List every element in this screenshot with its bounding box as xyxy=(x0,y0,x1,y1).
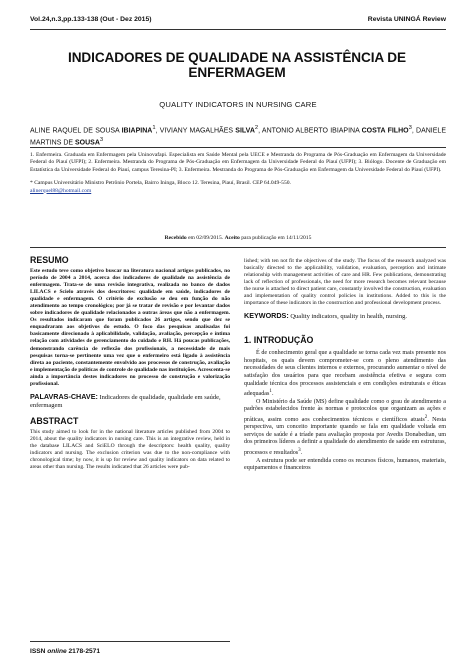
issn-label: ISSN xyxy=(30,648,48,655)
email-link[interactable]: alinerquel88@hotmail.com xyxy=(30,187,92,194)
left-column xyxy=(30,255,230,471)
resumo-heading: RESUMO xyxy=(30,255,69,265)
intro-p2-mid: . Nesta perspectiva, um conceito importante quando se fala em qualidade voltada em serviços de saúde é a tríade para avaliação proposta por Avedis Donabedian, um dos primeiros líderes a definir a qualidade do atendimento de saúde em estruturas, processos e resultados xyxy=(244,416,446,456)
abstract-heading: ABSTRACT xyxy=(30,415,79,426)
intro-p2-text: O Ministério da Saúde (MS) define qualidade como o grau de atendimento a padrões estabelecidos frente às normas e protocolos que organizam as ações e práticas, assim como aos conhecimentos técnicos e científicos atuais xyxy=(244,398,446,423)
keywords xyxy=(244,312,446,321)
author-4-sup: 3 xyxy=(99,136,104,143)
volume-info: Vol.24,n.3,pp.133-138 (Out - Dez 2015) xyxy=(30,16,152,23)
resumo-text: Este estudo teve como objetivo buscar na literatura nacional artigos publicados, no período de 2004 a 2014, acerca dos indicadores de qualidade na assistência de enfermagem. Trata-se de uma revisão integrativa, realizada no banco de dados LILACS e Scielo através dos descritores: qualidade em saúde, indicadores de qualidade e enfermagem. O critério de exclusão se deu em função do não atendimento ao tempo cronológico; por já se tratar de revisão e por levantar dados sobre indicadores de qualidade relacionados a outras áreas que não a enfermagem. Os resultados indicaram que foram publicados 26 artigos, sendo que dez se enquadraram aos objetivos do estudo. O foco das pesquisas analisadas foi basicamente direcionado à aplicabilidade, validação, avaliação, percepção e íntima relação com atividades de gerenciamento do cuidado e RH. Há poucas publicações, demonstrando carência de reflexão dos profissionais, a necessidade de mais pesquisas torna-se pertinente uma vez que o enfermeiro está ligado à assistência direta ao paciente, constantemente envolvido aos processos de construção, avaliação e implementação de políticas de controle de qualidade nas instituições. Acrescenta-se ainda a importância destes indicadores no processo de construção e valorização profissional. xyxy=(30,268,230,387)
title-line-2: ENFERMAGEM xyxy=(188,65,286,80)
article-title xyxy=(24,50,450,80)
keywords-label: KEYWORDS: xyxy=(244,311,289,321)
intro-paragraph-1 xyxy=(244,350,446,398)
issn-online: online xyxy=(47,648,67,655)
issn-footer xyxy=(30,648,100,655)
author-3-given: , ANTONIO ALBERTO IBIAPINA xyxy=(258,127,362,135)
footer-rule xyxy=(30,641,230,642)
accepted-label: Aceito xyxy=(224,235,240,241)
affiliations-text: 1. Enfermeira. Graduada em Enfermagem pela Uninovafapi. Especialista em Saúde Mental pela UECE e Mestranda do Programa de Pós-Graduação em Enfermagem da Universidade Federal do Piauí (UFPI); 2. Enfermeira. Mestranda do Programa de Pós-Graduação em Enfermagem da Universidade Federal do Piauí (UFPI); 3. Biólogo. Docente de Graduação em Estatística da Universidade Federal do Piauí, campus Teresina-PI; 3. Enfermeira. Mestranda do Programa de Pós-Graduação em Enfermagem da Universidade Federal do Piauí (UFPI). xyxy=(30,152,446,173)
intro-p1-end: . xyxy=(271,391,274,398)
author-1-sup: 1 xyxy=(152,125,156,131)
intro-paragraph-3: A estrutura pode ser entendida como os recursos físicos, humanos, materiais, equipamentos e financeiros xyxy=(244,457,446,472)
author-1-family: IBIAPINA xyxy=(121,127,153,135)
abstract-text-right: lished; with ten not fit the objectives of the study. The focus of the research analyzed was basically directed to the applicability, validation, evaluation, perception and intimate relationship with management activities of care and HR. Few publications, demonstrating lack of reflection of professionals, the need for more research becomes relevant because the nurse is attached to direct patient care, constantly involved the construction, evaluation and implementation of quality control policies in institutions. Added to this is the importance of these indicators in the construction and professional development process. xyxy=(244,258,446,307)
received-rule xyxy=(30,247,446,248)
header-rule xyxy=(30,29,446,30)
running-header xyxy=(30,16,446,27)
author-2-sup: 2 xyxy=(254,125,259,131)
right-column xyxy=(244,255,446,473)
authors-rule xyxy=(30,147,446,148)
abstract-text-left: This study aimed to look for in the national literature articles published from 2004 to 2014, about the quality indicators in nursing care. This is an integrative review, held in the database LILACS and SciELO through the descriptors: health quality, quality indicators and nursing. The exclusion criterion was due to the non-compliance with chronological time; by now, it is up for review and quality indicators on data related to areas other than nursing. The results indicated that 26 articles were pub- xyxy=(30,428,230,471)
intro-p2-ref: 2 xyxy=(424,413,428,420)
keywords-text: Quality indicators, quality in health, nursing. xyxy=(288,313,407,321)
palavras-label: PALAVRAS-CHAVE: xyxy=(30,391,98,401)
intro-p2-ref-2: 3 xyxy=(298,446,301,453)
author-4-family: SOUSA xyxy=(75,139,100,147)
issn-number: 2178-2571 xyxy=(66,648,101,655)
intro-heading: 1. INTRODUÇÃO xyxy=(244,335,314,346)
author-3-family: COSTA FILHO xyxy=(361,127,409,135)
intro-p2-end: . xyxy=(300,449,303,456)
palavras-text: Indicadores de qualidade, qualidade em saúde, enfermagem xyxy=(30,393,221,409)
received-date: em 02/09/2015. xyxy=(186,235,225,241)
english-title: QUALITY INDICATORS IN NURSING CARE xyxy=(159,100,317,109)
author-3-sup: 3 xyxy=(408,125,412,131)
received-label: Recebido xyxy=(164,235,187,241)
journal-name: Revista UNINGÁ Review xyxy=(367,16,446,23)
palavras-chave xyxy=(30,393,230,410)
postal-address: * Campus Universitário Ministro Petrônio Portela, Bairro Ininga, Bloco 12. Teresina, Piauí, Brasil. CEP 64.049-550. xyxy=(30,180,291,187)
intro-p1-ref: 1 xyxy=(269,388,272,395)
received-dates xyxy=(30,235,446,241)
affiliations xyxy=(30,152,446,195)
author-2-given: , VIVIANY MAGALHÃES xyxy=(155,127,236,135)
author-1-given: ALINE RAQUEL DE SOUSA xyxy=(30,127,122,135)
author-list xyxy=(30,124,446,148)
author-4-given: , DANIELE MARTINS DE xyxy=(30,127,446,147)
accepted-date: para publicação em 14/11/2015 xyxy=(239,235,312,241)
intro-paragraph-2 xyxy=(244,399,446,458)
author-2-family: SILVA xyxy=(235,127,255,135)
title-line-1: INDICADORES DE QUALIDADE NA ASSISTÊNCIA DE xyxy=(68,50,406,65)
intro-p1-text: É de conhecimento geral que a qualidade se torna cada vez mais presente nos hospitais, os quais devem comprometer-se com o pleno atendimento das necessidades de seus clientes internos e externos, procurando aumentar o nível de satisfação dos usuários para que recebam assistência efetiva e segura com qualidade técnica dos processos assistenciais e em condições estruturais e éticas adequadas xyxy=(244,350,446,398)
